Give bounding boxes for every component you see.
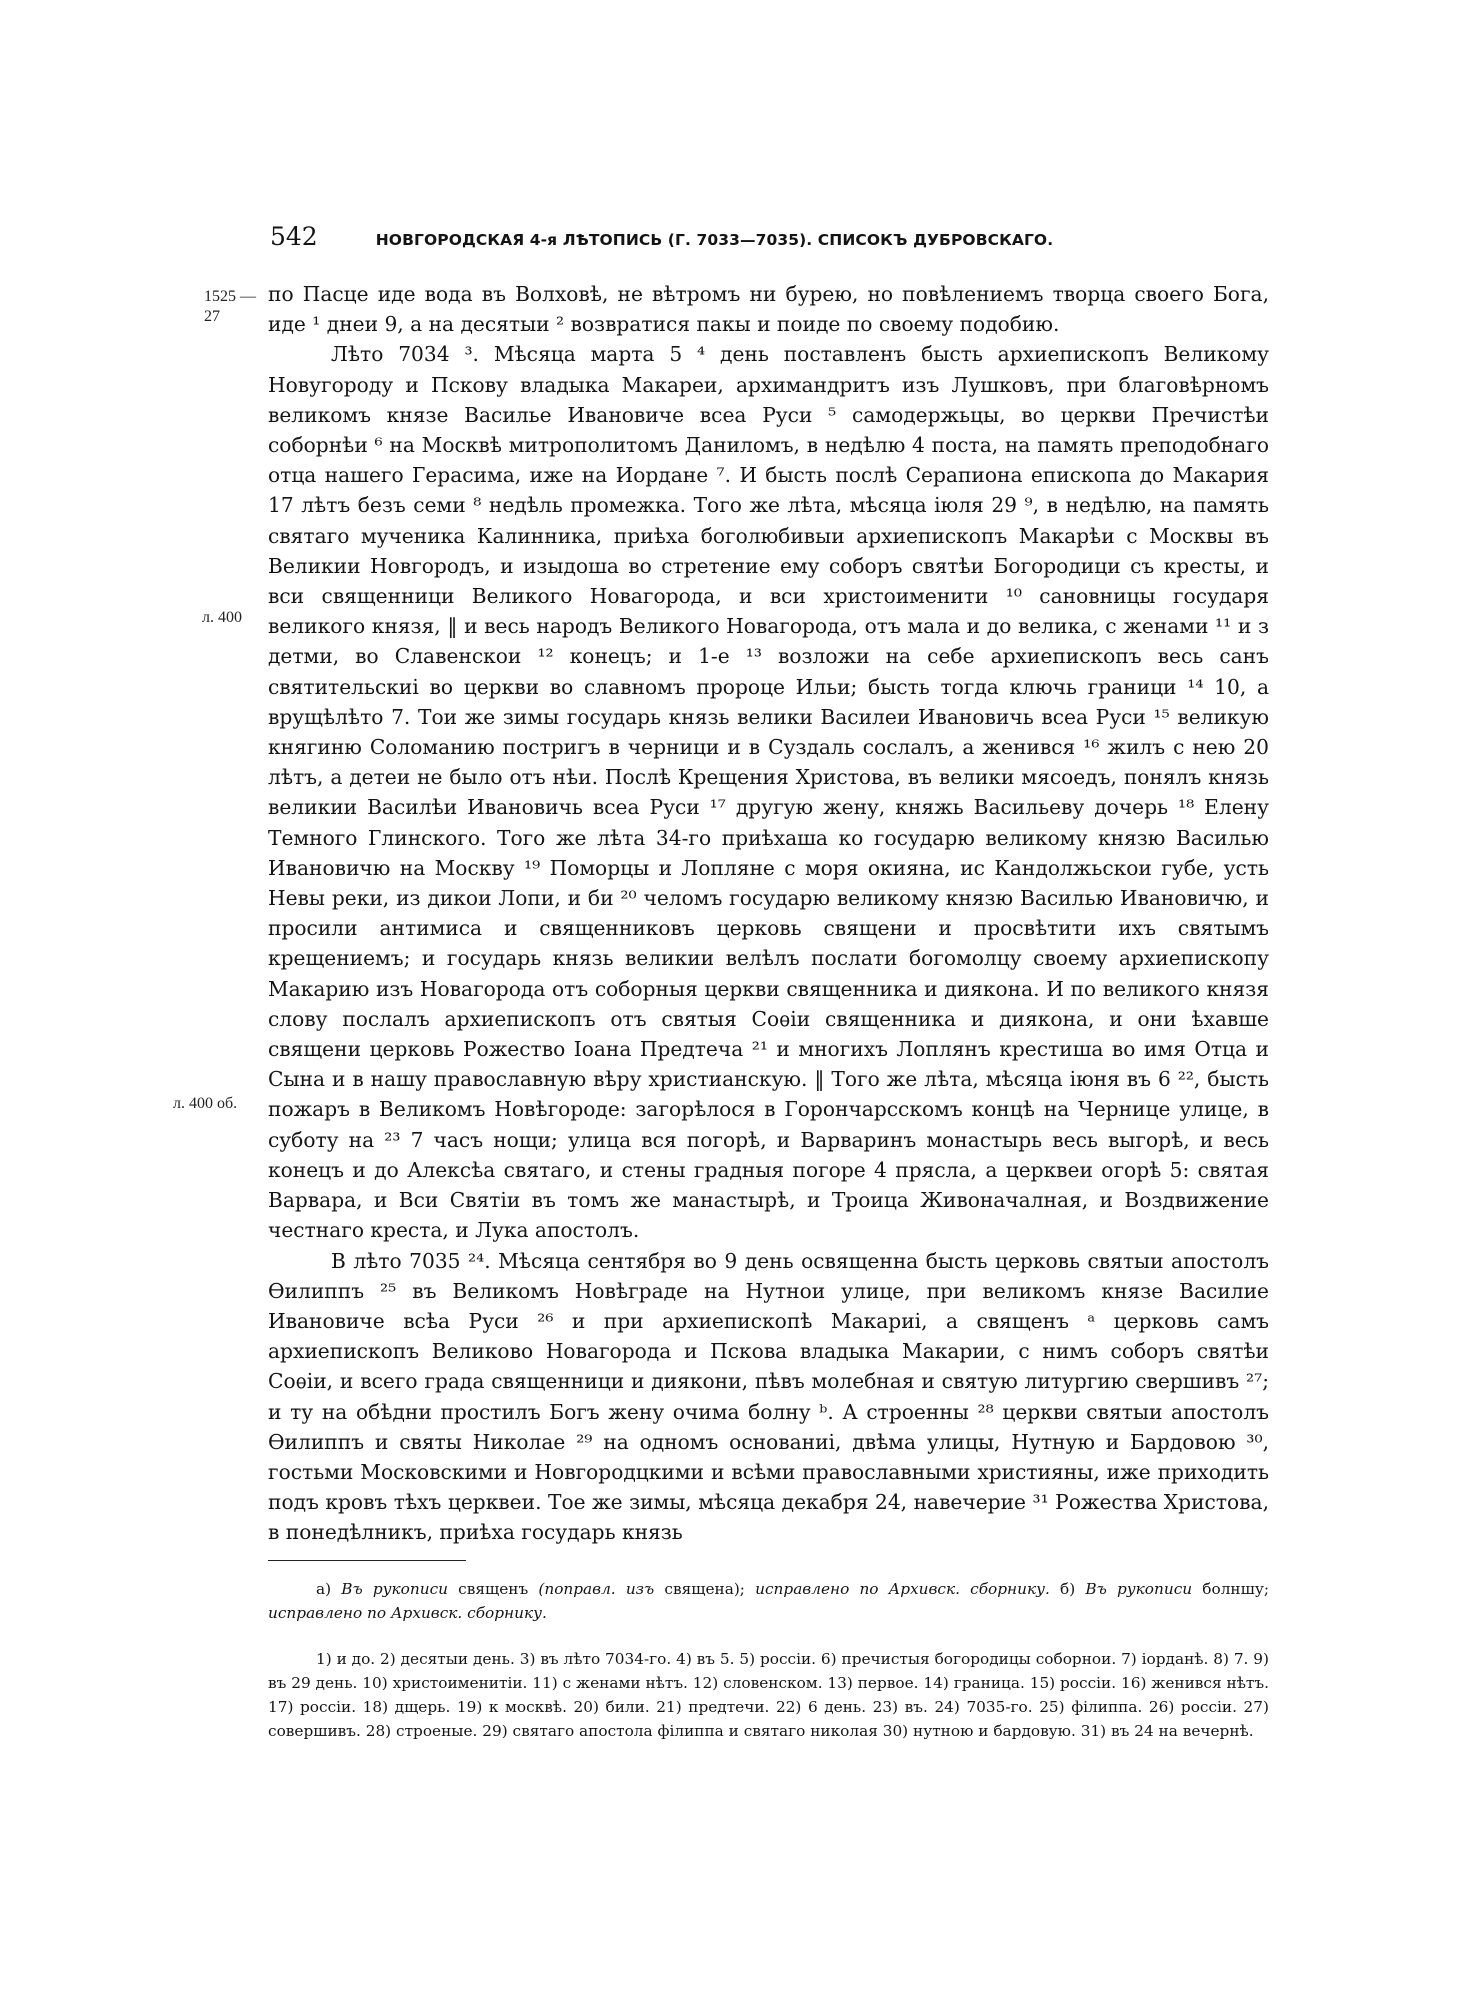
footnote-b-text1: Въ рукописи (1085, 1580, 1193, 1598)
footnote-b-text2: болншу; (1202, 1580, 1270, 1598)
editorial-footnotes (268, 1577, 1269, 1625)
footnote-a-text2: священъ (458, 1580, 529, 1598)
page-number: 542 (270, 222, 318, 251)
footnote-a-text1: Въ рукописи (341, 1580, 448, 1598)
variant-readings: 1) и до. 2) десятыи день. 3) въ лѣто 7034-го. 4) въ 5. 5) россiи. 6) пречистыя богородицы соборнои. 7) iорданѣ. 8) 7. 9) въ 29 день. 10) христоименитiи. 11) с женами нѣтъ. 12) словенском. 13) первое. 14) граница. 15) россiи. 16) женився нѣтъ. 17) россiи. 18) дщерь. 19) к москвѣ. 20) били. 21) предтечи. 22) 6 день. 23) въ. 24) 7035-го. 25) фiлиппа. 26) россiи. 27) совершивъ. 28) строеные. 29) святаго апостола фiлиппа и святаго николая 30) нутною и бардовую. 31) въ 24 на вечернѣ. (268, 1650, 1269, 1740)
paragraph-7035: В лѣто 7035 ²⁴. Мѣсяца сентября во 9 день освященна бысть церковь святыи апостолъ Ѳилиппъ ²⁵ въ Великомъ Новѣграде на Нутнои улице, при великомъ князе Василие Ивановиче всѣа Руси ²⁶ и при архиепископѣ Макариi, а священъ ᵃ церковь самъ архиепископъ Великово Новагорода и Пскова владыка Макарии, с нимъ соборъ святѣи Соѳiи, и всего града священници и диякони, пѣвъ молебная и святую литургию свершивъ ²⁷; и ту на обѣдни простилъ Богъ жену очима болну ᵇ. А строенны ²⁸ церкви святыи апостолъ Ѳилиппъ и святы Николае ²⁹ на одномъ основаниi, двѣма улицы, Нутную и Бардовою ³⁰, гостьми Московскими и Новгородцкими и всѣми православными християны, иже приходить подъ кровъ тѣхъ церквеи. Тое же зимы, мѣсяца декабря 24, навечерие ³¹ Рожества Христова, в понедѣлникъ, приѣха государь князь (268, 1248, 1269, 1545)
footnote-b-label: б) (1060, 1580, 1076, 1598)
footnote-a-text5: исправлено по Архивск. сборнику. (755, 1580, 1050, 1598)
margin-leaf-400-ob: л. 400 об. (173, 1095, 238, 1112)
main-text (268, 279, 1269, 1548)
footnote-a-text3: (поправл. изъ (538, 1580, 655, 1598)
running-title: НОВГОРОДСКАЯ 4-я ЛѢТОПИСЬ (Г. 7033—7035). СПИСОКЪ ДУБРОВСКАГО. (375, 231, 1054, 249)
footnote-a-text4: священа); (664, 1580, 745, 1598)
paragraph-1: по Пасце иде вода въ Волховѣ, не вѣтромъ ни бурею, но повѣлениемъ творца своего Бога, иде ¹ днеи 9, а на десятыи ² возвратися пакы и поиде по своему подобию. (268, 282, 1269, 337)
paragraph-7034: Лѣто 7034 ³. Мѣсяца марта 5 ⁴ день поставленъ бысть архиепископъ Великому Новугороду и Пскову владыка Макареи, архимандритъ изъ Лушковъ, при благовѣрномъ великомъ князе Василье Ивановиче всеа Руси ⁵ самодержьцы, во церкви Пречистѣи соборнѣи ⁶ на Москвѣ митрополитомъ Даниломъ, в недѣлю 4 поста, на память преподобнаго отца нашего Герасима, иже на Иордане ⁷. И бысть послѣ Серапиона епископа до Макария 17 лѣтъ безъ семи ⁸ недѣль промежка. Того же лѣта, мѣсяца iюля 29 ⁹, в недѣлю, на память святаго мученика Калинника, приѣха боголюбивыи архиепископъ Макарѣи с Москвы въ Великии Новгородъ, и изыдоша во стретение ему соборъ святѣи Богородици съ кресты, и вси священници Великого Новагорода, и вси христоименити ¹⁰ сановницы государя великого князя, ‖ и весь народъ Великого Новагорода, отъ мала и до велика, с женами ¹¹ и з детми, во Славенскои ¹² конецъ; и 1-е ¹³ возложи на себе архиепископъ весь санъ святительскиi во церкви во славномъ пророце Ильи; бысть тогда ключь граници ¹⁴ 10, а врущѣлѣто 7. Тои же зимы государь князь велики Василеи Ивановичь всеа Руси ¹⁵ великую княгиню Соломанию постригъ в черници и в Суздаль сослалъ, а женився ¹⁶ жилъ с нею 20 лѣтъ, а детеи не было отъ нѣи. Послѣ Крещения Христова, въ велики мясоедъ, понялъ князь великии Василѣи Ивановичь всеа Руси ¹⁷ другую жену, княжь Васильеву дочерь ¹⁸ Елену Темного Глинского. Того же лѣта 34-го приѣхаша ко государю великому князю Василью Ивановичю на Москву ¹⁹ Поморцы и Лопляне с моря окияна, ис Кандолжьскои губе, усть Невы реки, из дикои Лопи, и би ²⁰ челомъ государю великому князю Василью Ивановичю, и просили антимиса и священниковъ церковь священи и просвѣтити ихъ святымъ крещениемъ; и государь князь великии велѣлъ послати богомолцу своему архиепископу Макарию изъ Новагорода отъ соборныя церкви священника и диякона. И по великого князя слову послалъ архиепископъ отъ святыя Соѳiи священника и диякона, и они ѣхавше священи церковь Рожество Iоана Предтеча ²¹ и многихъ Лоплянъ крестиша во имя Отца и Сына и в нашу православную вѣру христианскую. ‖ Того же лѣта, мѣсяца iюня въ 6 ²², бысть пожаръ в Великомъ Новѣгороде: загорѣлося в Горончарсскомъ концѣ на Чернице улице, в суботу на ²³ 7 часъ нощи; улица вся погорѣ, и Варваринъ монастырь весь выгорѣ, и весь конецъ и до Алексѣа святаго, и стены градныя погоре 4 прясла, а церквеи огорѣ 5: святая Варвара, и Вси Святiи въ томъ же манастырѣ, и Троица Живоначалная, и Воздвижение честнаго креста, и Лука апостолъ. (268, 342, 1269, 1243)
footnote-rule (268, 1560, 466, 1561)
margin-leaf-400: л. 400 (202, 609, 242, 626)
footnote-a-label: а) (316, 1580, 332, 1598)
footnote-b-text3: исправлено по Архивск. сборнику. (268, 1604, 547, 1622)
running-header (270, 222, 1270, 251)
margin-years: 1525 —27 (204, 288, 256, 325)
